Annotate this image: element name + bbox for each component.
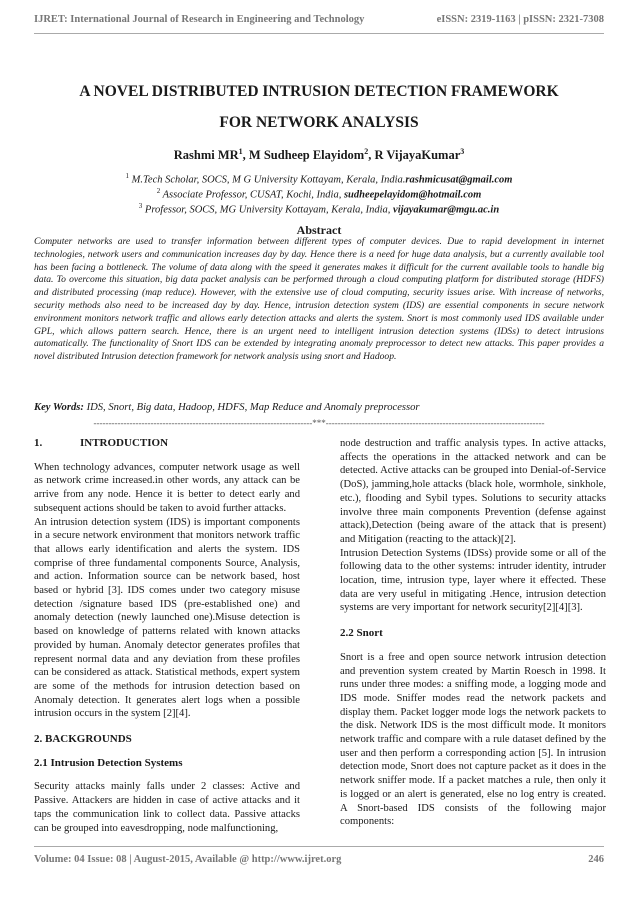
spacer	[34, 451, 300, 461]
spacer	[34, 770, 300, 780]
affiliation-2	[34, 187, 604, 201]
abstract-heading: Abstract	[296, 223, 342, 237]
author-separator: ,	[368, 148, 375, 163]
author-list	[34, 147, 604, 163]
journal-name: IJRET: International Journal of Research in Engineering and Technology	[34, 13, 365, 25]
intro-paragraph-2: An intrusion detection system (IDS) is important components in a secure network environment that monitors network traffic that allows early identification and alerts the system. IDS comprise of three fundamental components Source, Analysis, and action. Information source can be network based, host based or hybrid [3]. IDS comes under two category misuse detection /signature based IDS (pre-established one) and anomaly detection (newly launched one).Misuse detection is based on knowledge of patterns related with known attacks provided by human. Anomaly detector generates profiles that represent normal data and any deviation from these profiles can be considered as attack. Statistical methods, expert system are some of the methods for intrusion detection based on Anomaly detection. It generates alert logs when a possible intrusion occurs in the system [2][4].	[34, 516, 300, 720]
keywords	[34, 402, 604, 413]
spacer	[340, 641, 606, 651]
affiliation-sup: 1	[125, 172, 130, 180]
title-line-2: FOR NETWORK ANALYSIS	[219, 114, 419, 131]
spacer	[340, 615, 606, 627]
author-sup: 3	[460, 147, 465, 156]
affiliation-text: M.Tech Scholar, SOCS, M G University Kottayam, Kerala, India.	[129, 174, 406, 186]
footer-rule	[34, 846, 604, 847]
affiliation-text: Professor, SOCS, MG University Kottayam, Kerala, India,	[142, 204, 394, 216]
affiliation-text: Associate Professor, CUSAT, Kochi, India,	[160, 189, 344, 201]
right-paragraph-2: Intrusion Detection Systems (IDSs) provide some or all of the following data to the other systems: intruder identity, intruder location, time, intrusion type, layer where it effected. These data are very useful in mitigating .Hence, intrusion detection systems are very important for network security[2][4][3].	[340, 547, 606, 614]
affiliation-sup: 2	[156, 187, 161, 195]
volume-info: Volume: 04 Issue: 08 | August-2015, Available @ http://www.ijret.org	[34, 853, 342, 865]
section-number: 1.	[34, 437, 43, 449]
author-name: Rashmi MR	[173, 148, 239, 163]
page-header	[34, 10, 604, 28]
right-paragraph-1: node destruction and traffic analysis types. In active attacks, affects the operations in the attacked network and can be detected. Active attacks can be grouped into Denial-of-Service (DoS), jamming,hole attacks (black hole, wormhole, sinkhole, etc.), flooding and Sybil types. Solutions to security attacks involve three main components Prevention (defense against attack),Detection (being aware of the attack that is present) and Mitigation (reacting to the attack)[2].	[340, 438, 606, 545]
intro-paragraph-1: When technology advances, computer network usage as well as network crime increased.in other words, any attack can be arrive from any node. Hence it is better to detect early and subsequent actions should be taken to avoid further attacks.	[34, 461, 300, 514]
abstract-text: Computer networks are used to transfer information between different types of computer devices. Due to rapid development in internet technologies, network users and communication increases day by day. Hence there is a need for huge data analysis, but a currently available tool has been facing a bottleneck. The volume of data along with the speed it generates makes it difficult for the current available tools to handle big data. To overcome this situation, big data packet analysis can be performed through a cloud computing platform for distributed storage (HDFS) and distributed processing (map reduce). However, with the extensive use of cloud computing, security issues arise. With increase of networks, security methods also need to be increased day by day. Hence, intrusion detection system (IDS) are essential components in secure network environment monitors network traffic and allows early detection attacks and alerts the system. Snort is most commonly used IDS available under GPL, which allows pattern search. Hence, there is an urgent need to intelligent intrusion detection systems (IDSs) to detect intrusions automatically. The functionality of Snort IDS can be extended by integrating anomaly preprocessor to detect new attacks. This paper provides a novel distributed Intrusion detection framework for network analysis using snort and Hadoop.	[34, 236, 604, 363]
section-2-1-heading: 2.1 Intrusion Detection Systems	[34, 756, 183, 769]
author-email[interactable]: sudheepelayidom@hotmail.com	[343, 189, 482, 201]
keywords-text: IDS, Snort, Big data, Hadoop, HDFS, Map Reduce and Anomaly preprocessor	[83, 402, 420, 413]
right-column	[340, 437, 606, 829]
spacer	[34, 721, 300, 733]
keywords-label: Key Words:	[34, 402, 84, 413]
author-separator: ,	[242, 148, 249, 163]
spacer	[34, 747, 300, 757]
author-sup: 2	[364, 147, 369, 156]
section-title: INTRODUCTION	[80, 437, 169, 449]
section-2-heading: 2. BACKGROUNDS	[34, 733, 132, 746]
left-column	[34, 437, 300, 835]
author-sup: 1	[238, 147, 243, 156]
affiliation-sup: 3	[138, 202, 143, 210]
header-rule	[34, 33, 604, 34]
author-email[interactable]: vijayakumar@mgu.ac.in	[393, 204, 500, 216]
page-footer	[34, 851, 604, 867]
paper-title	[34, 76, 604, 138]
title-line-1: A NOVEL DISTRIBUTED INTRUSION DETECTION FRAMEWORK	[79, 83, 559, 100]
affiliation-3	[34, 202, 604, 216]
author-email[interactable]: rashmicusat@gmail.com	[405, 174, 513, 186]
section-2-2-heading: 2.2 Snort	[340, 627, 383, 640]
issn-text: eISSN: 2319-1163 | pISSN: 2321-7308	[436, 13, 604, 25]
page-number: 246	[588, 853, 604, 865]
author-name: R VijayaKumar	[374, 148, 461, 163]
section-1-heading	[34, 437, 300, 451]
affiliation-1	[34, 172, 604, 186]
author-name: M Sudheep Elayidom	[248, 148, 365, 163]
section-2-1-paragraph: Security attacks mainly falls under 2 classes: Active and Passive. Attackers are hidden in case of active attacks and it taps the communication link to collect data. Passive attacks can be grouped into eavesdropping, node malfunctioning,	[34, 781, 300, 834]
snort-paragraph: Snort is a free and open source network intrusion detection and prevention system created by Martin Roesch in 1998. It runs under three modes: a sniffing mode, a logging mode and IDS mode. Sniffer modes read the network packets and display them. Packet logger mode logs the network packets to the disk. Network IDS is the most difficult mode. It monitors network traffic and compare with a rule dataset defined by the user and then perform a corresponding action [5]. In intrusion detection mode, Snort does not capture packet as it does in the network sniffer mode. If a packet matches a rule, then only it is logged or an alert is generated, else no log entry is created. A Snort-based IDS consists of the following major components:	[340, 651, 606, 828]
section-divider: -------------------------------------------------------------------------***-------------------------------------------------------------------------	[93, 418, 545, 428]
